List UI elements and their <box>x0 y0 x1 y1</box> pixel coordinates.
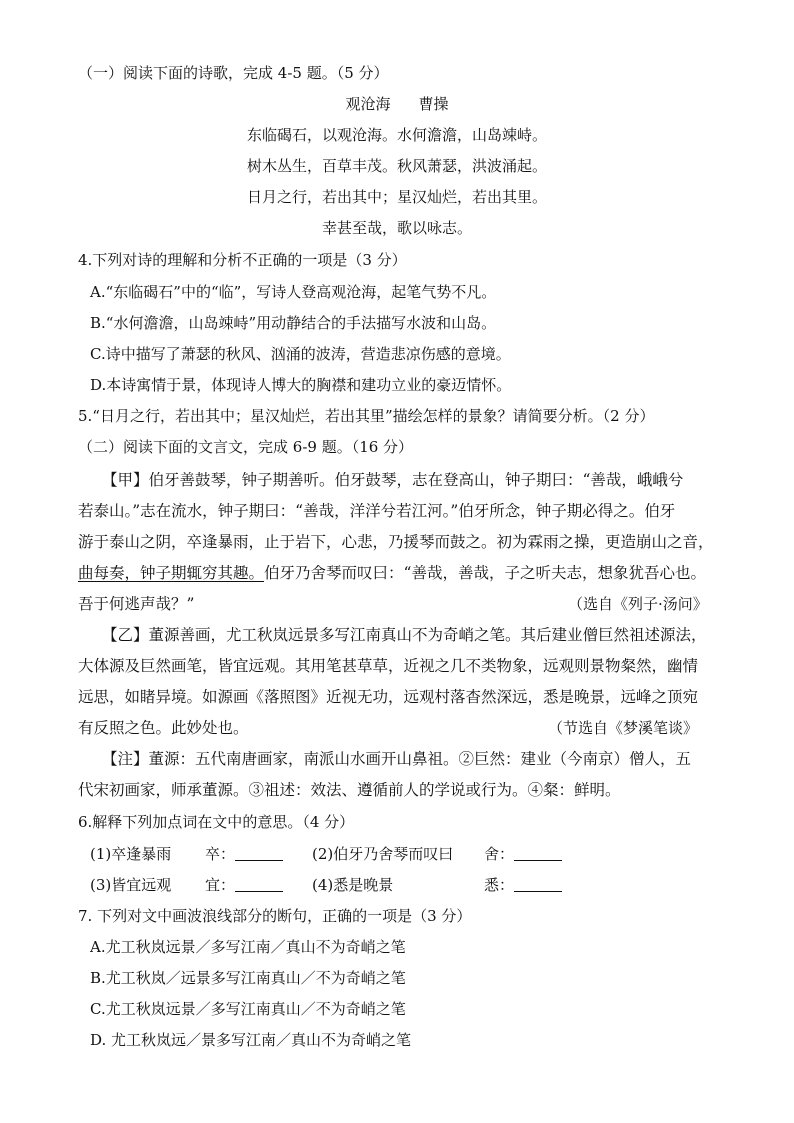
jia-line-rest: 伯牙乃舍琴而叹曰：“善哉，善哉，子之听夫志，想象犹吾心也。 <box>264 564 706 582</box>
answer-blank[interactable] <box>235 846 283 861</box>
poem-line: 东临碣石，以观沧海。水何澹澹，山岛竦峙。 <box>246 126 547 144</box>
jia-line <box>78 563 706 583</box>
jia-line: 吾于何逃声哉？” <box>78 595 195 613</box>
q6-item-3 <box>90 875 171 895</box>
q4-option-a: A.“东临碣石”中的“临”，写诗人登高观沧海，起笔气势不凡。 <box>90 283 497 301</box>
q6-answer-2 <box>484 844 562 864</box>
jia-line: 【甲】伯牙善鼓琴，钟子期善听。伯牙鼓琴，志在登高山，钟子期曰：“善哉，峨峨兮 <box>102 471 684 489</box>
q7-option-b: B.尤工秋岚／远景多写江南真山／不为奇峭之笔 <box>90 969 406 987</box>
q7-stem: 7. 下列对文中画波浪线部分的断句，正确的一项是（3 分） <box>78 907 472 925</box>
q6-item-2 <box>312 844 453 864</box>
answer-blank[interactable] <box>514 846 562 861</box>
section2-heading: （二）阅读下面的文言文，完成 6-9 题。（16 分） <box>78 438 414 456</box>
q7-option-d: D. 尤工秋岚远／景多写江南／真山不为奇峭之笔 <box>90 1031 412 1049</box>
poem-title-line <box>0 94 794 114</box>
q6-item-1 <box>90 844 171 864</box>
yi-line: 【乙】董源善画，尤工秋岚远景多写江南真山不为奇峭之笔。其后建业僧巨然祖述源法， <box>102 626 707 644</box>
q6-word: 悉： <box>484 876 515 894</box>
answer-blank[interactable] <box>235 877 283 892</box>
yi-line: 有反照之色。此妙处也。 <box>78 719 249 737</box>
note-line: 代宋初画家，师承董源。③祖述：效法、遵循前人的学说或行为。④粲：鲜明。 <box>78 781 621 799</box>
jia-line: 游于泰山之阴，卒逢暴雨，止于岩下，心悲，乃援琴而鼓之。初为霖雨之操，更造崩山之音， <box>78 533 714 551</box>
jia-line: 若泰山。”志在流水，钟子期曰：“善哉，洋洋兮若江河。”伯牙所念，钟子期必得之。伯牙 <box>78 502 676 520</box>
section1-heading: （一）阅读下面的诗歌，完成 4-5 题。（5 分） <box>78 64 389 82</box>
answer-blank[interactable] <box>514 877 562 892</box>
q6-phrase: (3)皆宜远观 <box>90 876 172 894</box>
q5-stem: 5.“日月之行，若出其中；星汉灿烂，若出其里”描绘怎样的景象？请简要分析。（2 分） <box>78 407 655 425</box>
q6-item-4 <box>312 875 393 895</box>
yi-line: 远思，如睹异境。如源画《落照图》近视无功，远观村落杳然深远，悉是晚景，远峰之顶宛 <box>78 688 699 706</box>
q7-option-a: A.尤工秋岚远景／多写江南／真山不为奇峭之笔 <box>90 938 406 956</box>
poem-title: 观沧海 <box>345 95 391 113</box>
jia-underlined-text: 曲每奏，钟子期辄穷其趣。 <box>78 564 265 582</box>
q6-word: 宜： <box>205 876 236 894</box>
jia-source: （选自《列子·汤问》 <box>568 595 708 613</box>
note-line: 【注】董源：五代南唐画家，南派山水画开山鼻祖。②巨然：建业（今南京）僧人，五 <box>102 750 692 768</box>
q6-word: 舍： <box>484 845 515 863</box>
q4-option-c: C.诗中描写了萧瑟的秋风、汹涌的波涛，营造悲凉伤感的意境。 <box>90 345 511 363</box>
q4-option-d: D.本诗寓情于景，体现诗人博大的胸襟和建功立业的豪迈情怀。 <box>90 376 512 394</box>
q6-word: 卒： <box>205 845 236 863</box>
yi-line: 大体源及巨然画笔，皆宜远观。其用笔甚草草，近视之几不类物象，远观则景物粲然，幽情 <box>78 657 699 675</box>
q6-stem: 6.解释下列加点词在文中的意思。（4 分） <box>78 813 355 831</box>
poem-line: 幸甚至哉，歌以咏志。 <box>321 219 472 237</box>
q4-option-b: B.“水何澹澹，山岛竦峙”用动静结合的手法描写水波和山岛。 <box>90 314 497 332</box>
q6-phrase: (1)卒逢暴雨 <box>90 845 172 863</box>
poem-author: 曹操 <box>418 95 449 113</box>
poem-line: 树木丛生，百草丰茂。秋风萧瑟，洪波涌起。 <box>246 157 547 175</box>
q6-answer-1 <box>205 844 283 864</box>
q6-answer-4 <box>484 875 562 895</box>
q6-answer-3 <box>205 875 283 895</box>
q6-phrase: (4)悉是晚景 <box>312 876 394 894</box>
q4-stem: 4.下列对诗的理解和分析不正确的一项是（3 分） <box>78 251 407 269</box>
q7-option-c: C.尤工秋岚远景／多写江南真山／不为奇峭之笔 <box>90 1000 406 1018</box>
poem-line: 日月之行，若出其中；星汉灿烂，若出其里。 <box>246 188 547 206</box>
q6-phrase: (2)伯牙乃舍琴而叹曰 <box>312 845 454 863</box>
yi-source: （节选自《梦溪笔谈》 <box>548 719 699 737</box>
